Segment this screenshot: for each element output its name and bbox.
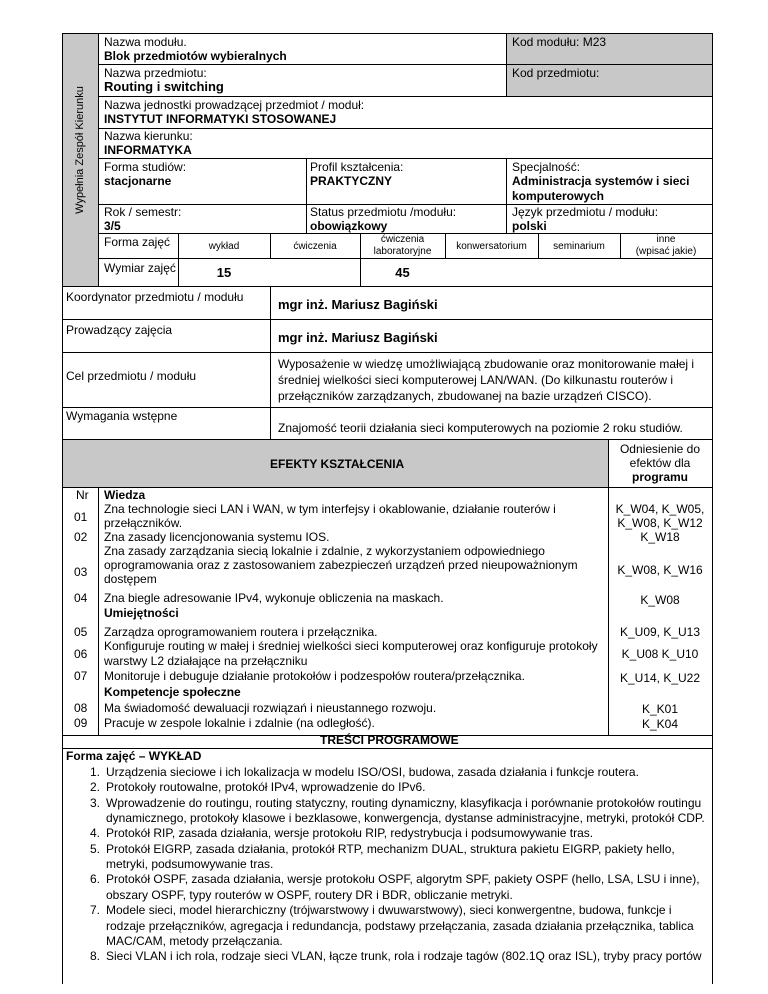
border <box>712 33 713 984</box>
content-item-number: 2. <box>90 780 101 794</box>
classes-form-label: Forma zajęć <box>104 235 171 249</box>
rule <box>62 352 713 353</box>
rule <box>98 158 712 159</box>
content-item-text: Sieci VLAN i ich rola, rodzaje sieci VLAN, łącze trunk, rola i rodzaje tagów (802.1Q oraz ISL), tryby pracy portów <box>106 949 702 963</box>
side-label: Wypełnia Zespół Kierunku <box>74 86 86 214</box>
study-form-label: Forma studiów: <box>104 160 187 174</box>
row-nr: 05 <box>74 625 88 639</box>
content-item-number: 1. <box>90 765 101 779</box>
teacher: mgr inż. Mariusz Bagiński <box>278 330 438 345</box>
specialty-label: Specjalność: <box>512 160 581 174</box>
profile: PRAKTYCZNY <box>310 174 393 188</box>
rule <box>98 96 712 97</box>
row-text: dostępem <box>104 572 157 586</box>
col-seminar: seminarium <box>553 241 605 252</box>
specialty-line-2: komputerowych <box>512 189 605 203</box>
row-text: Zarządza oprogramowaniem routera i przełącznika. <box>104 625 378 639</box>
language: polski <box>512 219 547 233</box>
requirements: Znajomość teorii działania sieci komputerowych na poziomie 2 roku studiów. <box>278 421 683 435</box>
content-item-text: Protokół OSPF, zasada działania, wersje protokołu OSPF, algorytm SPF, pakiety OSPF (hello, LSA, LSU i inne), <box>106 872 700 886</box>
row-nr: 07 <box>74 669 88 683</box>
study-form: stacjonarne <box>104 174 172 188</box>
row-text: oprogramowania oraz z zastosowaniem zabezpieczeń urządzeń przed nieupoważnionym <box>104 558 578 572</box>
row-nr: 04 <box>74 591 88 605</box>
rule <box>62 487 713 488</box>
rule <box>98 64 712 65</box>
row-text: Monitoruje i debuguje działanie protokołów i podzespołów routera/przełącznika. <box>104 669 525 683</box>
content-item-text: rodzaje przełączników, agregacja i redundancja, podstawy przełączania, zasada działania przełącznika, tablica <box>106 919 694 933</box>
content-item-number: 3. <box>90 796 101 810</box>
knowledge-heading: Wiedza <box>104 488 146 502</box>
row-ref: K_K04 <box>641 717 679 731</box>
module-name: Blok przedmiotów wybieralnych <box>104 49 287 63</box>
border <box>62 33 63 984</box>
row-nr: 09 <box>74 716 88 730</box>
col-exercises: ćwiczenia <box>293 241 337 252</box>
content-item-text: metryki, podsumowywanie tras. <box>106 857 274 871</box>
row-text: Zna zasady licencjonowania systemu IOS. <box>104 530 330 544</box>
row-ref: K_W08, K_W16 <box>617 563 703 577</box>
subject-label: Nazwa przedmiotu: <box>104 66 207 80</box>
row-text: Zna zasady zarządzania siecią lokalnie i zdalnie, z wykorzystaniem odpowiedniego <box>104 544 545 558</box>
classes-hours-label: Wymiar zajęć <box>104 261 176 275</box>
coordinator-label: Koordynator przedmiotu / modułu <box>66 290 244 304</box>
row-ref: K_K01 <box>641 702 679 716</box>
ref-header-3: programu <box>631 470 688 484</box>
ref-header-1: Odniesienie do <box>619 442 701 456</box>
content-item-number: 8. <box>90 949 101 963</box>
unit-name: INSTYTUT INFORMATYKI STOSOWANEJ <box>104 112 337 126</box>
module-name-label: Nazwa modułu. <box>104 35 187 49</box>
content-item-number: 5. <box>90 842 101 856</box>
row-text: Zna technologie sieci LAN i WAN, w tym interfejsy i okablowanie, działanie routerów i <box>104 502 556 516</box>
row-nr: 03 <box>74 565 88 579</box>
row-nr: 06 <box>74 647 88 661</box>
col-lab-2: laboratoryjne <box>373 246 432 257</box>
goal-line-2: średniej wielkości sieci komputerowej LAN/WAN. (Do kilkunastu routerów i <box>278 373 674 387</box>
content-item-number: 4. <box>90 826 101 840</box>
rule <box>306 158 307 233</box>
rule <box>506 158 507 233</box>
nr-label: Nr <box>76 488 89 502</box>
content-item-text: Wprowadzenie do routingu, routing statyczny, routing dynamiczny, klasyfikacja i porównanie protokołów routingu <box>106 796 702 810</box>
border <box>98 33 99 286</box>
hours-lab: 45 <box>395 265 410 280</box>
subject-code-label: Kod przedmiotu: <box>512 66 600 80</box>
col-other-1: inne <box>656 234 676 245</box>
row-ref: K_W18 <box>640 530 680 544</box>
content-item-text: MAC/CAM, metody przełączania. <box>106 934 283 948</box>
unit-label: Nazwa jednostki prowadzącej przedmiot / moduł: <box>104 98 365 112</box>
content-item-text: Modele sieci, model hierarchiczny (trójwarstwowy i dwuwarstwowy), sieci konwergentne, budowa, funkcje i <box>106 903 672 917</box>
specialty-line-1: Administracja systemów i sieci <box>512 174 690 188</box>
content-item-text: Urządzenia sieciowe i ich lokalizacja w modelu ISO/OSI, budowa, zasada działania i funkcje routera. <box>106 765 639 779</box>
border <box>62 33 713 34</box>
rule <box>98 258 712 259</box>
rule <box>62 439 713 440</box>
year: 3/5 <box>104 219 121 233</box>
row-text: przełączników. <box>104 516 183 530</box>
content-title: TREŚCI PROGRAMOWE <box>320 733 459 747</box>
status: obowiązkowy <box>310 219 388 233</box>
coordinator: mgr inż. Mariusz Bagiński <box>278 297 438 312</box>
col-lecture: wykład <box>208 241 240 252</box>
goal-label: Cel przedmiotu / modułu <box>66 369 197 383</box>
content-item-number: 6. <box>90 872 101 886</box>
col-other-2: (wpisać jakie) <box>635 246 697 257</box>
row-nr: 08 <box>74 701 88 715</box>
content-item-text: obszary OSPF, typy routerów w OSPF, routery DR i BDR, obliczanie metryki. <box>106 888 513 902</box>
rule <box>98 487 99 735</box>
year-label: Rok / semestr: <box>104 205 182 219</box>
rule <box>270 286 271 439</box>
field-label: Nazwa kierunku: <box>104 129 193 143</box>
status-label: Status przedmiotu /modułu: <box>310 205 457 219</box>
row-text: Zna biegle adresowanie IPv4, wykonuje obliczenia na maskach. <box>104 591 444 605</box>
row-nr: 01 <box>74 510 88 524</box>
teacher-label: Prowadzący zajęcia <box>66 323 173 337</box>
row-ref: K_U09, K_U13 <box>619 625 701 639</box>
col-conversatorium: konwersatorium <box>456 241 527 252</box>
row-text: Konfiguruje routing w małej i średniej wielkości sieci komputerowej oraz konfiguruje protokoły <box>104 639 598 653</box>
row-ref: K_W04, K_W05, <box>615 502 705 516</box>
row-ref: K_W08 <box>640 593 680 607</box>
col-lab-1: ćwiczenia <box>380 234 425 245</box>
row-ref: K_U08 K_U10 <box>621 647 699 661</box>
content-item-number: 7. <box>90 903 101 917</box>
rule <box>62 319 713 320</box>
hours-lecture: 15 <box>216 265 232 280</box>
row-text: warstwy L2 działające na przełączniku <box>104 654 308 668</box>
effects-title: EFEKTY KSZTAŁCENIA <box>270 457 405 471</box>
goal-line-3: przełączników zarządzanych, zbudowanej na bazie urządzeń CISCO). <box>278 389 652 403</box>
content-item-text: Protokoły routowalne, protokół IPv4, wprowadzenie do IPv6. <box>106 780 426 794</box>
subject-name: Routing i switching <box>104 79 224 94</box>
rule <box>62 286 713 287</box>
row-ref: K_W08, K_W12 <box>617 516 703 530</box>
content-item-text: Protokół RIP, zasada działania, wersje protokołu RIP, redystrybucja i podsumowywanie tras. <box>106 826 594 840</box>
row-text: Pracuje w zespole lokalnie i zdalnie (na odległość). <box>104 716 375 730</box>
module-code: Kod modułu: M23 <box>512 35 607 49</box>
content-item-text: dynamicznego, protokoły klasowe i bezklasowe, konwergencja, dystanse administracyjne, metryki, protokół CDP. <box>106 811 705 825</box>
field-name: INFORMATYKA <box>104 143 192 157</box>
rule <box>62 407 713 408</box>
skills-heading: Umiejętności <box>104 606 179 620</box>
rule <box>506 33 507 96</box>
profile-label: Profil kształcenia: <box>310 160 404 174</box>
content-item-text: Protokół EIGRP, zasada działania, protokół RTP, mechanizm DUAL, struktura pakietu EIGRP, pakiety hello, <box>106 842 675 856</box>
language-label: Język przedmiotu / modułu: <box>512 205 659 219</box>
row-ref: K_U14, K_U22 <box>619 671 701 685</box>
content-form: Forma zajęć – WYKŁAD <box>66 749 202 763</box>
row-nr: 02 <box>74 530 88 544</box>
requirements-label: Wymagania wstępne <box>66 409 178 423</box>
goal-line-1: Wyposażenie w wiedzę umożliwiającą zbudowanie oraz monitorowanie małej i <box>278 357 695 371</box>
ref-header-2: efektów dla <box>629 456 691 470</box>
row-text: Ma świadomość dewaluacji rozwiązań i nieustannego rozwoju. <box>104 701 437 715</box>
competences-heading: Kompetencje społeczne <box>104 685 241 699</box>
